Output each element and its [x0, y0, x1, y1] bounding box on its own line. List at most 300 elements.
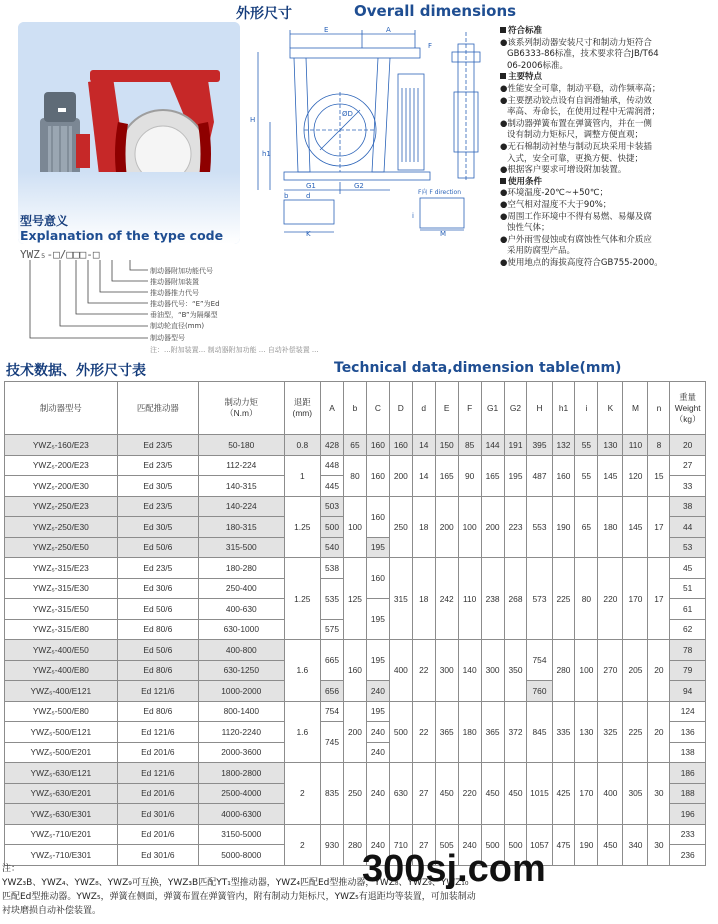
- table-cell: 280: [343, 824, 366, 865]
- table-cell: 27: [412, 763, 435, 825]
- table-row: [5, 640, 706, 661]
- spec-line: 入式，安全可靠，更换方便、快捷；: [507, 153, 644, 164]
- dim-label-K: K: [306, 230, 311, 237]
- table-cell: 186: [670, 763, 706, 784]
- spec-line: 蚀性气体；: [507, 223, 550, 234]
- spec-line: ●根据客户要求可增设附加装置。: [500, 165, 627, 176]
- table-cell: 1.6: [284, 701, 321, 763]
- square-bullet-icon: [500, 27, 506, 33]
- table-cell: 195: [366, 701, 389, 722]
- spec-line: ●性能安全可靠，制动平稳，动作频率高；: [500, 83, 661, 94]
- table-cell: 195: [366, 537, 389, 558]
- table-cell: 505: [435, 824, 458, 865]
- table-cell: 160: [552, 455, 575, 496]
- table-cell: 630-1000: [199, 619, 285, 640]
- model-cell: YWZ₅-710/E301: [5, 845, 118, 866]
- model-cell: YWZ₅-630/E201: [5, 783, 118, 804]
- model-cell: YWZ₅-710/E201: [5, 824, 118, 845]
- table-cell: 55: [575, 455, 598, 496]
- table-cell: 15: [648, 455, 670, 496]
- table-cell: 180-280: [199, 558, 285, 579]
- table-cell: 200: [435, 496, 458, 558]
- table-cell: Ed 80/6: [117, 701, 198, 722]
- table-cell: 240: [366, 824, 389, 865]
- column-header: D: [389, 382, 412, 435]
- column-header: b: [343, 382, 366, 435]
- table-cell: 140-315: [199, 476, 285, 497]
- dim-label-A: A: [386, 26, 391, 34]
- table-cell: 450: [435, 763, 458, 825]
- dim-label-i: i: [412, 212, 414, 220]
- table-cell: 140-224: [199, 496, 285, 517]
- square-bullet-icon: [500, 178, 506, 184]
- table-cell: 138: [670, 742, 706, 763]
- table-cell: 1120-2240: [199, 722, 285, 743]
- table-cell: 100: [343, 496, 366, 558]
- conditions-title: 使用条件: [508, 176, 543, 187]
- notes-line: 衬块磨损自动补偿装置。: [2, 906, 102, 916]
- table-cell: 315-500: [199, 537, 285, 558]
- spec-line: ●无石棉制动衬垫与制动瓦块采用卡装插: [500, 141, 652, 152]
- column-header: M: [623, 382, 648, 435]
- table-cell: 190: [552, 496, 575, 558]
- table-cell: 225: [623, 701, 648, 763]
- table-cell: 22: [412, 640, 435, 702]
- table-cell: 80: [575, 558, 598, 640]
- model-cell: YWZ₅-315/E30: [5, 578, 118, 599]
- table-cell: 487: [527, 455, 552, 496]
- dim-label-F: F: [428, 42, 433, 50]
- table-cell: 100: [458, 496, 481, 558]
- dim-label-G1: G1: [306, 182, 316, 190]
- table-cell: Ed 201/6: [117, 742, 198, 763]
- product-photo: [18, 22, 240, 244]
- features-title: 主要特点: [508, 72, 543, 83]
- table-body: [5, 435, 706, 866]
- table-cell: 144: [481, 435, 504, 456]
- legend-item: 制动器附加功能代号: [150, 267, 213, 275]
- table-cell: 220: [458, 763, 481, 825]
- table-cell: 315: [389, 558, 412, 640]
- table-cell: 400-800: [199, 640, 285, 661]
- legend-item: 垂油型，“B”为隔爆型: [150, 311, 218, 319]
- column-header: K: [598, 382, 623, 435]
- table-cell: 200: [343, 701, 366, 763]
- table-cell: 500: [481, 824, 504, 865]
- table-cell: 62: [670, 619, 706, 640]
- table-cell: 500: [321, 517, 344, 538]
- column-header: F: [458, 382, 481, 435]
- table-cell: 400-630: [199, 599, 285, 620]
- table-cell: 1015: [527, 763, 552, 825]
- table-cell: 195: [504, 455, 527, 496]
- table-cell: 395: [527, 435, 552, 456]
- table-cell: 180: [598, 496, 623, 558]
- table-cell: 233: [670, 824, 706, 845]
- column-header: A: [321, 382, 344, 435]
- table-cell: 140: [458, 640, 481, 702]
- table-cell: 170: [623, 558, 648, 640]
- model-cell: YWZ₅-500/E121: [5, 722, 118, 743]
- table-cell: 503: [321, 496, 344, 517]
- table-cell: 14: [412, 455, 435, 496]
- table-cell: 50-180: [199, 435, 285, 456]
- legend-item: 推动器附加装置: [150, 278, 199, 286]
- table-cell: 0.8: [284, 435, 321, 456]
- table-cell: 14: [412, 435, 435, 456]
- column-header: G1: [481, 382, 504, 435]
- table-cell: Ed 80/6: [117, 660, 198, 681]
- table-cell: 400: [598, 763, 623, 825]
- table-cell: 160: [366, 496, 389, 537]
- table-cell: 44: [670, 517, 706, 538]
- table-cell: 240: [458, 824, 481, 865]
- legend-item: 推动器代号：“E”为Ed: [150, 300, 220, 308]
- dim-label-F-direction: F向 F direction: [418, 189, 462, 196]
- table-cell: 18: [412, 496, 435, 558]
- model-cell: YWZ₅-630/E301: [5, 804, 118, 825]
- table-cell: 112-224: [199, 455, 285, 476]
- table-cell: 500: [504, 824, 527, 865]
- specs-panel: [500, 26, 710, 269]
- table-cell: 150: [435, 435, 458, 456]
- table-cell: Ed 23/5: [117, 558, 198, 579]
- table-title-en: Technical data,dimension table(mm): [334, 360, 622, 376]
- table-cell: 80: [343, 455, 366, 496]
- table-cell: 242: [435, 558, 458, 640]
- table-cell: 20: [648, 640, 670, 702]
- table-cell: Ed 201/6: [117, 824, 198, 845]
- table-row: [5, 824, 706, 845]
- table-cell: 365: [481, 701, 504, 763]
- model-cell: YWZ₅-250/E23: [5, 496, 118, 517]
- model-cell: YWZ₅-400/E121: [5, 681, 118, 702]
- table-cell: 195: [366, 640, 389, 681]
- table-cell: 1800-2800: [199, 763, 285, 784]
- table-cell: 800-1400: [199, 701, 285, 722]
- model-cell: YWZ₅-400/E50: [5, 640, 118, 661]
- spec-line: 率高、寿命长，在使用过程中无需润滑；: [507, 107, 661, 118]
- table-cell: 428: [321, 435, 344, 456]
- table-cell: 120: [623, 455, 648, 496]
- table-cell: Ed 301/6: [117, 804, 198, 825]
- table-cell: Ed 201/6: [117, 783, 198, 804]
- table-cell: 165: [435, 455, 458, 496]
- table-cell: Ed 30/6: [117, 578, 198, 599]
- column-header: n: [648, 382, 670, 435]
- spec-line: 06-2006标准。: [507, 60, 569, 71]
- column-header: C: [366, 382, 389, 435]
- table-cell: 220: [598, 558, 623, 640]
- spec-line: ●主要摆动铰点设有自润滑轴承，传动效: [500, 95, 652, 106]
- table-cell: 27: [670, 455, 706, 476]
- model-cell: YWZ₅-315/E50: [5, 599, 118, 620]
- table-cell: 18: [412, 558, 435, 640]
- spec-line: ●该系列制动器安装尺寸和制动力矩符合: [500, 37, 652, 48]
- dim-label-E: E: [324, 26, 329, 34]
- table-cell: 450: [598, 824, 623, 865]
- table-cell: 136: [670, 722, 706, 743]
- table-cell: 425: [552, 763, 575, 825]
- table-row: [5, 558, 706, 579]
- table-cell: 665: [321, 640, 344, 681]
- table-cell: 372: [504, 701, 527, 763]
- column-header: 制动器型号: [5, 382, 118, 435]
- dimension-drawing: [250, 22, 500, 237]
- table-cell: 145: [623, 496, 648, 558]
- table-cell: 1057: [527, 824, 552, 865]
- table-cell: 656: [321, 681, 344, 702]
- table-cell: 45: [670, 558, 706, 579]
- table-cell: Ed 121/6: [117, 681, 198, 702]
- table-cell: 538: [321, 558, 344, 579]
- table-cell: 191: [504, 435, 527, 456]
- table-cell: 445: [321, 476, 344, 497]
- table-cell: 165: [481, 455, 504, 496]
- column-header: 制动力矩 （N.m）: [199, 382, 285, 435]
- table-cell: Ed 23/5: [117, 435, 198, 456]
- table-cell: 450: [481, 763, 504, 825]
- table-cell: 710: [389, 824, 412, 865]
- legend-item: 制动轮直径(mm): [150, 322, 205, 330]
- table-cell: 33: [670, 476, 706, 497]
- model-cell: YWZ₅-315/E23: [5, 558, 118, 579]
- table-cell: 51: [670, 578, 706, 599]
- table-cell: 20: [670, 435, 706, 456]
- table-cell: Ed 23/5: [117, 455, 198, 476]
- table-cell: 2500-4000: [199, 783, 285, 804]
- table-cell: 124: [670, 701, 706, 722]
- table-cell: 1.25: [284, 558, 321, 640]
- table-cell: 250: [389, 496, 412, 558]
- watermark-text: 300sj.com: [362, 848, 546, 890]
- table-cell: 365: [435, 701, 458, 763]
- dim-label-M: M: [440, 230, 447, 237]
- spec-line: ●环境温度-20℃~+50℃；: [500, 188, 608, 199]
- column-header: 重量 Weight （kg）: [670, 382, 706, 435]
- type-code-title-cn: 型号意义: [20, 214, 69, 228]
- table-cell: 20: [648, 701, 670, 763]
- table-cell: 240: [366, 722, 389, 743]
- model-cell: YWZ₅-315/E80: [5, 619, 118, 640]
- dim-label-d: d: [306, 192, 311, 200]
- table-cell: 22: [412, 701, 435, 763]
- table-cell: 55: [575, 435, 598, 456]
- type-code-footnote: 注：...附加装置... 制动器附加功能 ... 自动补偿装置 ...: [150, 346, 319, 354]
- table-cell: 280: [552, 640, 575, 702]
- table-cell: 754: [321, 701, 344, 722]
- notes-line: 匹配Ed型推动器。YWZ₅，弹簧在侧面，弹簧布置在弹簧管内，附有制动力矩标尺，YWZ₅有退距均等装置，可加装制动: [2, 892, 476, 902]
- column-header: i: [575, 382, 598, 435]
- table-cell: 1000-2000: [199, 681, 285, 702]
- table-cell: 225: [552, 558, 575, 640]
- table-cell: 240: [366, 681, 389, 702]
- table-cell: 190: [575, 824, 598, 865]
- table-cell: 540: [321, 537, 344, 558]
- notes-label: 注：: [2, 864, 21, 874]
- spec-line: ●户外雨雪侵蚀或有腐蚀性气体和介质应: [500, 234, 652, 245]
- table-cell: 236: [670, 845, 706, 866]
- model-cell: YWZ₅-500/E80: [5, 701, 118, 722]
- table-cell: 85: [458, 435, 481, 456]
- table-cell: 2000-3600: [199, 742, 285, 763]
- table-cell: 110: [623, 435, 648, 456]
- model-cell: YWZ₅-200/E23: [5, 455, 118, 476]
- table-cell: 745: [321, 722, 344, 763]
- table-cell: 305: [623, 763, 648, 825]
- table-cell: 340: [623, 824, 648, 865]
- spec-line: 设有制动力矩标尺，调整方便直观；: [507, 130, 644, 141]
- table-cell: 65: [575, 496, 598, 558]
- table-cell: 195: [366, 599, 389, 640]
- table-cell: 754: [527, 640, 552, 681]
- table-cell: 61: [670, 599, 706, 620]
- table-row: [5, 763, 706, 784]
- table-cell: 250: [343, 763, 366, 825]
- model-cell: YWZ₅-200/E30: [5, 476, 118, 497]
- table-cell: 630: [389, 763, 412, 825]
- table-cell: 573: [527, 558, 552, 640]
- table-cell: 17: [648, 558, 670, 640]
- table-cell: 5000-8000: [199, 845, 285, 866]
- table-cell: 475: [552, 824, 575, 865]
- model-cell: YWZ₅-400/E80: [5, 660, 118, 681]
- table-cell: 110: [458, 558, 481, 640]
- column-header: H: [527, 382, 552, 435]
- table-cell: 400: [389, 640, 412, 702]
- table-cell: 200: [481, 496, 504, 558]
- spec-line: ●使用地点的海拔高度符合GB755-2000。: [500, 257, 663, 268]
- spec-line: ●周围工作环境中不得有易燃、易爆及腐: [500, 211, 652, 222]
- table-cell: 630-1250: [199, 660, 285, 681]
- table-cell: 238: [481, 558, 504, 640]
- table-cell: 79: [670, 660, 706, 681]
- table-cell: 180: [458, 701, 481, 763]
- table-cell: 160: [389, 435, 412, 456]
- table-cell: 930: [321, 824, 344, 865]
- notes-line: YWZ₃B、YWZ₄、YWZ₈、YWZ₉可互换，YWZ₃B匹配YT₁型推动器，YWZ₄匹配Ed型推动器，YWZ₈、YWZ₉、YWZ₁₀: [2, 878, 469, 888]
- table-cell: 132: [552, 435, 575, 456]
- table-cell: 90: [458, 455, 481, 496]
- table-cell: 130: [575, 701, 598, 763]
- table-cell: 325: [598, 701, 623, 763]
- table-cell: 300: [435, 640, 458, 702]
- table-title-cn: 技术数据、外形尺寸表: [6, 363, 146, 379]
- table-cell: 240: [366, 742, 389, 763]
- column-header: d: [412, 382, 435, 435]
- table-cell: 448: [321, 455, 344, 476]
- column-header: G2: [504, 382, 527, 435]
- table-cell: 160: [366, 455, 389, 496]
- table-cell: 53: [670, 537, 706, 558]
- table-cell: 1.6: [284, 640, 321, 702]
- table-row: [5, 496, 706, 517]
- dim-label-h1: h1: [262, 150, 271, 158]
- model-cell: YWZ₅-250/E30: [5, 517, 118, 538]
- spec-line: 采用防腐型产品。: [507, 246, 576, 257]
- table-cell: 1.25: [284, 496, 321, 558]
- table-cell: 4000-6300: [199, 804, 285, 825]
- table-cell: 170: [575, 763, 598, 825]
- table-cell: 350: [504, 640, 527, 702]
- table-cell: Ed 50/6: [117, 640, 198, 661]
- spec-line: GB6333-86标准，技术要求符合JB/T64: [507, 49, 659, 60]
- table-cell: Ed 121/6: [117, 763, 198, 784]
- table-cell: 845: [527, 701, 552, 763]
- table-cell: 100: [575, 640, 598, 702]
- table-cell: Ed 30/5: [117, 476, 198, 497]
- table-cell: 500: [389, 701, 412, 763]
- column-header: 匹配推动器: [117, 382, 198, 435]
- table-cell: 160: [366, 558, 389, 599]
- table-cell: 300: [481, 640, 504, 702]
- table-cell: 2: [284, 824, 321, 865]
- table-cell: 27: [412, 824, 435, 865]
- table-cell: Ed 23/5: [117, 496, 198, 517]
- table-cell: 65: [343, 435, 366, 456]
- table-cell: 240: [366, 763, 389, 825]
- legend-item: 推动器推力代号: [150, 289, 199, 297]
- table-row: [5, 455, 706, 476]
- model-cell: YWZ₅-160/E23: [5, 435, 118, 456]
- spec-line: ●空气相对湿度不大于90%；: [500, 199, 612, 210]
- table-cell: 30: [648, 824, 670, 865]
- table-cell: 205: [623, 640, 648, 702]
- table-cell: 38: [670, 496, 706, 517]
- table-cell: 17: [648, 496, 670, 558]
- dim-label-G2: G2: [354, 182, 364, 190]
- table-cell: 200: [389, 455, 412, 496]
- table-cell: 575: [321, 619, 344, 640]
- table-cell: Ed 121/6: [117, 722, 198, 743]
- table-cell: 270: [598, 640, 623, 702]
- table-cell: 180-315: [199, 517, 285, 538]
- table-header-row: [5, 382, 706, 435]
- square-bullet-icon: [500, 73, 506, 79]
- overall-title-cn: 外形尺寸: [236, 6, 292, 22]
- table-row: [5, 701, 706, 722]
- technical-data-table: [4, 381, 706, 866]
- table-cell: Ed 30/5: [117, 517, 198, 538]
- table-cell: 160: [343, 640, 366, 702]
- table-cell: 450: [504, 763, 527, 825]
- table-cell: 1: [284, 455, 321, 496]
- table-cell: 188: [670, 783, 706, 804]
- table-cell: 835: [321, 763, 344, 825]
- table-cell: 145: [598, 455, 623, 496]
- type-code-title-en: Explanation of the type code: [20, 228, 224, 243]
- table-cell: 2: [284, 763, 321, 825]
- dim-label-D: ØD: [342, 110, 353, 118]
- column-header: E: [435, 382, 458, 435]
- spec-line: ●制动器弹簧布置在弹簧管内，并在一侧: [500, 118, 652, 129]
- table-cell: 94: [670, 681, 706, 702]
- legend-item: 制动器型号: [150, 334, 185, 342]
- table-cell: 196: [670, 804, 706, 825]
- type-code-string: YWZ₅-□/□□□-□: [20, 248, 100, 261]
- standards-title: 符合标准: [508, 26, 543, 36]
- table-cell: 8: [648, 435, 670, 456]
- table-cell: 535: [321, 578, 344, 619]
- table-cell: 250-400: [199, 578, 285, 599]
- table-cell: 160: [366, 435, 389, 456]
- table-cell: Ed 50/6: [117, 599, 198, 620]
- table-cell: 130: [598, 435, 623, 456]
- model-cell: YWZ₅-250/E50: [5, 537, 118, 558]
- table-cell: 553: [527, 496, 552, 558]
- overall-title-en: Overall dimensions: [354, 2, 517, 20]
- dim-label-H: H: [250, 116, 256, 124]
